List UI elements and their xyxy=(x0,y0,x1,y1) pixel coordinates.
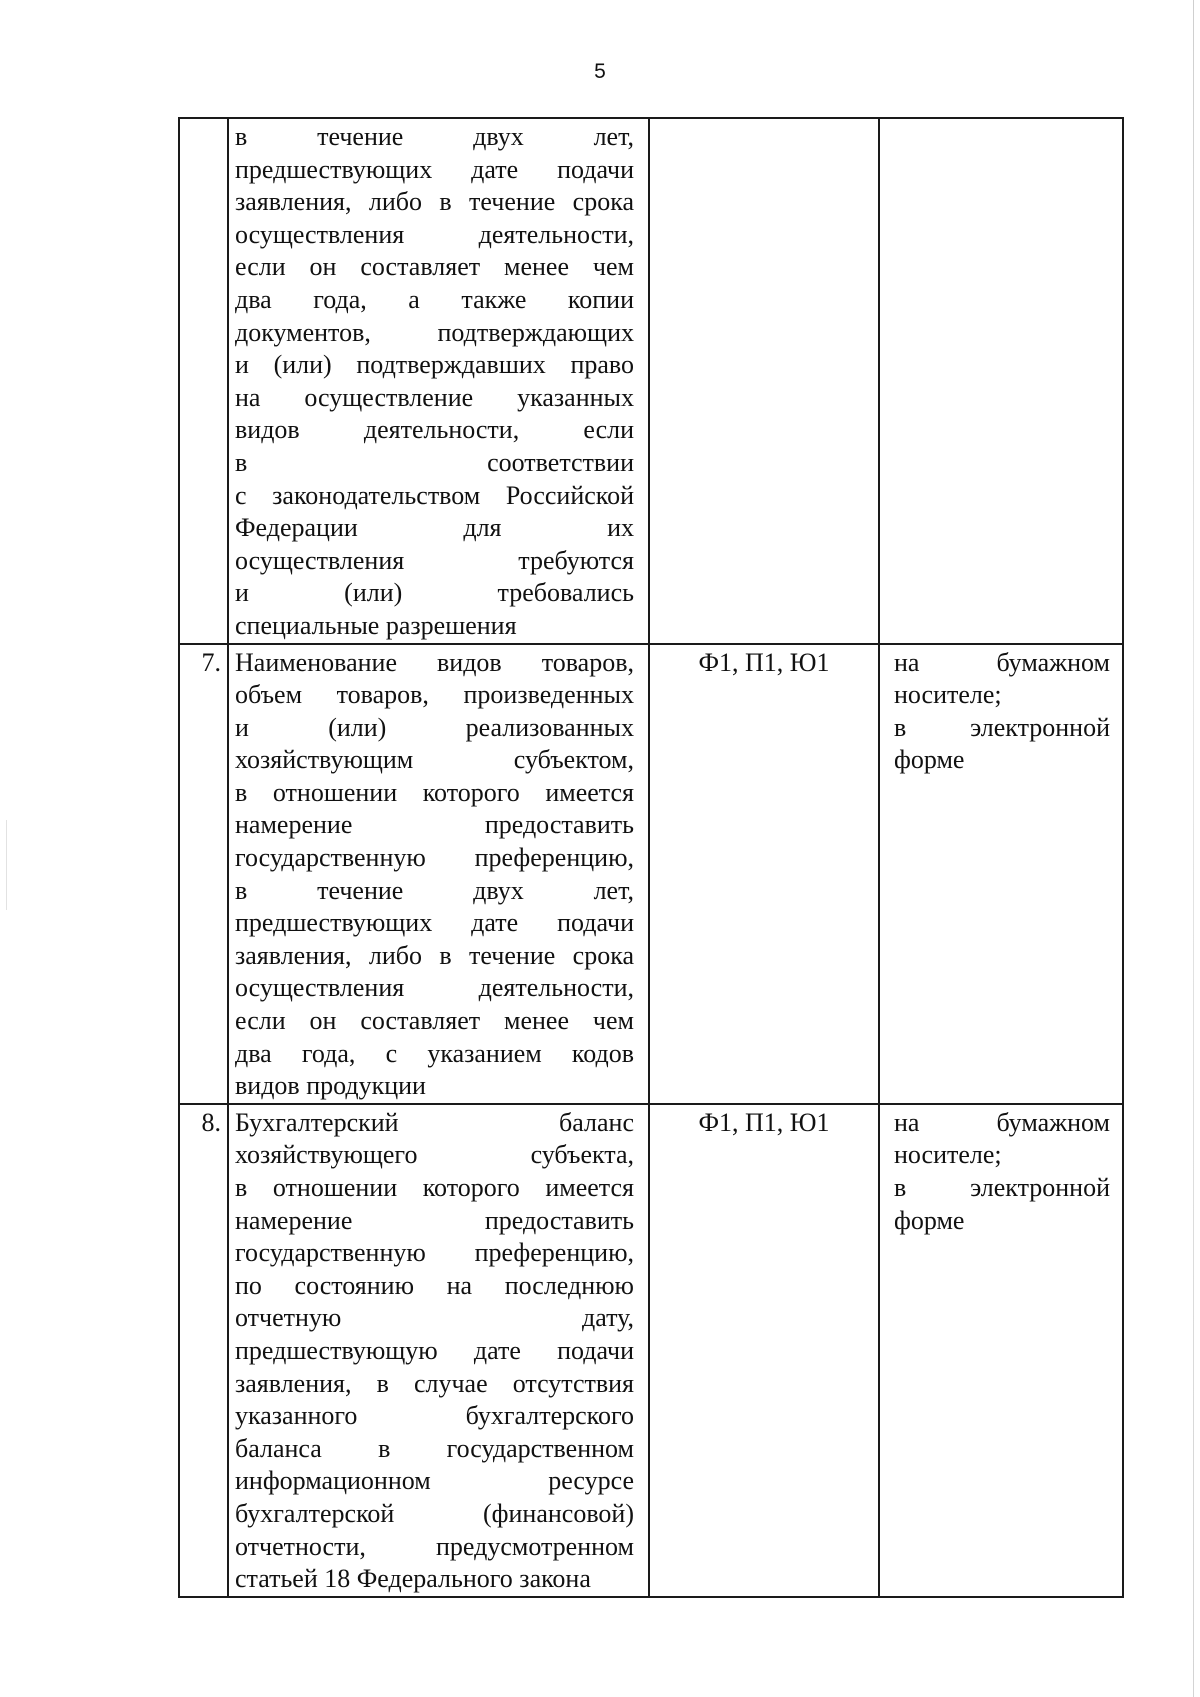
description-line: предшествующих дате подачи xyxy=(235,908,634,938)
description-line: объем товаров, произведенных xyxy=(235,680,634,710)
row-code xyxy=(649,118,879,644)
description-line: в течение двух лет, xyxy=(235,875,634,905)
table-row xyxy=(179,118,1123,644)
description-line: государственную преференцию, xyxy=(235,843,634,873)
description-line: специальные разрешения xyxy=(235,610,517,640)
description-line: баланса в государственном xyxy=(235,1433,634,1463)
description-line: если он составляет менее чем xyxy=(235,1006,634,1036)
table-row xyxy=(179,644,1123,1104)
row-number: 8. xyxy=(179,1104,228,1597)
description-line: в течение двух лет, xyxy=(235,122,634,151)
description-line: видов деятельности, если xyxy=(235,415,634,445)
description-line: хозяйствующего субъекта, xyxy=(235,1140,634,1170)
description-line: хозяйствующим субъектом, xyxy=(235,745,634,775)
form-line: на бумажном xyxy=(894,647,1110,677)
row-form xyxy=(879,644,1123,1104)
description-line: заявления, либо в течение срока xyxy=(235,187,634,217)
description-line: два года, а также копии xyxy=(235,284,634,314)
description-line: заявления, в случае отсутствия xyxy=(235,1368,634,1398)
description-line: отчетную дату, xyxy=(235,1303,634,1333)
form-line: носителе; xyxy=(894,680,1002,710)
description-line: отчетности, предусмотренном xyxy=(235,1531,634,1561)
row-description xyxy=(228,118,649,644)
description-line: бухгалтерской (финансовой) xyxy=(235,1498,634,1528)
description-line: Бухгалтерский баланс xyxy=(235,1107,634,1137)
row-form xyxy=(879,118,1123,644)
description-line: намерение предоставить xyxy=(235,1205,634,1235)
description-line: информационном ресурсе xyxy=(235,1466,634,1496)
description-line: если он составляет менее чем xyxy=(235,252,634,282)
description-line: Наименование видов товаров, xyxy=(235,647,634,677)
row-code: Ф1, П1, Ю1 xyxy=(649,644,879,1104)
form-line: на бумажном xyxy=(894,1107,1110,1137)
page-number: 5 xyxy=(594,60,606,83)
form-line: в электронной xyxy=(894,712,1110,742)
description-line: в отношении которого имеется xyxy=(235,777,634,807)
description-line: указанного бухгалтерского xyxy=(235,1401,634,1431)
description-line: предшествующих дате подачи xyxy=(235,154,634,184)
row-form xyxy=(879,1104,1123,1597)
documents-table xyxy=(178,117,1124,1598)
description-line: статьей 18 Федерального закона xyxy=(235,1564,591,1594)
description-line: с законодательством Российской xyxy=(235,480,634,510)
description-line: осуществления деятельности, xyxy=(235,973,634,1003)
description-line: предшествующую дате подачи xyxy=(235,1335,634,1365)
form-line: форме xyxy=(894,1205,965,1235)
form-line: в электронной xyxy=(894,1173,1110,1202)
description-line: и (или) подтверждавших право xyxy=(235,350,634,380)
description-line: видов продукции xyxy=(235,1071,426,1101)
description-line: в отношении которого имеется xyxy=(235,1173,634,1202)
description-line: заявления, либо в течение срока xyxy=(235,940,634,970)
row-number xyxy=(179,118,228,644)
row-code: Ф1, П1, Ю1 xyxy=(649,1104,879,1597)
row-description xyxy=(228,644,649,1104)
description-line: в соответствии xyxy=(235,447,634,477)
table-row xyxy=(179,1104,1123,1597)
scan-edge-line xyxy=(1193,0,1194,1697)
description-line: государственную преференцию, xyxy=(235,1238,634,1268)
row-description xyxy=(228,1104,649,1597)
description-line: два года, с указанием кодов xyxy=(235,1038,634,1068)
description-line: намерение предоставить xyxy=(235,810,634,840)
row-number: 7. xyxy=(179,644,228,1104)
description-line: и (или) реализованных xyxy=(235,712,634,742)
description-line: осуществления деятельности, xyxy=(235,219,634,249)
description-line: на осуществление указанных xyxy=(235,382,634,412)
scan-margin-mark xyxy=(6,820,7,910)
form-line: форме xyxy=(894,745,965,775)
description-line: осуществления требуются xyxy=(235,545,634,575)
description-line: Федерации для их xyxy=(235,513,634,543)
description-line: и (или) требовались xyxy=(235,578,634,608)
form-line: носителе; xyxy=(894,1140,1002,1170)
description-line: документов, подтверждающих xyxy=(235,317,634,347)
description-line: по состоянию на последнюю xyxy=(235,1270,634,1300)
